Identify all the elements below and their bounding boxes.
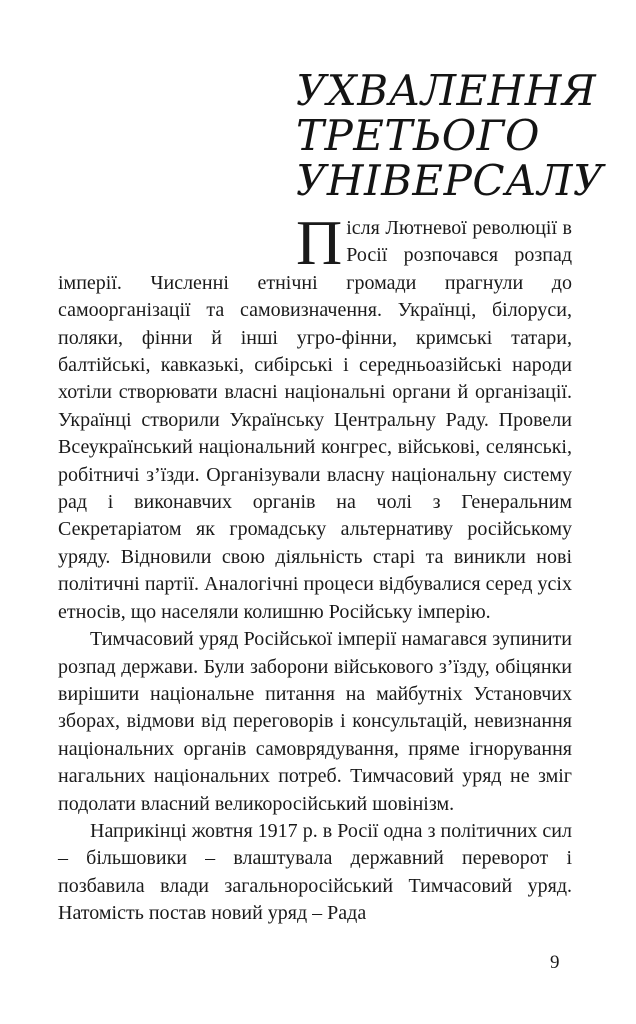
chapter-title-line-1: УХВАЛЕННЯ [296,66,597,115]
chapter-title-line-2: ТРЕТЬОГО [296,111,540,160]
paragraph-2: Тимчасовий уряд Російської імперії намагався зупинити розпад держави. Були заборони військового з’їзду, обіцянки вирішити національне питання на майбутніх Установчих зборах, відмови від переговорів і консультацій, невизнання національних органів самоврядування, пряме ігнорування нагальних національних потреб. Тимчасовий уряд не зміг подолати власний великоросійський шовінізм. [58,628,572,815]
drop-cap: П [296,207,343,278]
chapter-title [296,66,604,205]
page-number: 9 [550,952,560,973]
paragraph-1 [58,207,572,626]
chapter-title-line-3: УНІВЕРСАЛУ [296,156,604,205]
body-text [58,207,572,928]
paragraph-1-text: ісля Лютневої революції в Росії розпочався розпад імперії. Численні етнічні громади прагнули до самоорганізації та самовизначення. Українці, білоруси, поляки, фінни й інші угро-фінни, кримські татари, балтійські, кавказькі, сибірські і середньоазійські народи хотіли створювати власні національні органи й організації. Українці створили Українську Центральну Раду. Провели Всеукраїнський національний конгрес, військові, селянські, робітничі з’їзди. Організували власну національну систему рад і виконавчих органів на чолі з Генеральним Секретаріатом як громадську альтернативу російському уряду. Відновили свою діяльність старі та виникли нові політичні партії. Аналогічні процеси відбувалися серед усіх етносів, що населяли колишню Російську імперію. [58,217,572,623]
paragraph-3: Наприкінці жовтня 1917 р. в Росії одна з політичних сил – більшовики – влаштувала державний переворот і позбавила влади загальноросійський Тимчасовий уряд. Натомість постав новий уряд – Рада [58,819,572,925]
